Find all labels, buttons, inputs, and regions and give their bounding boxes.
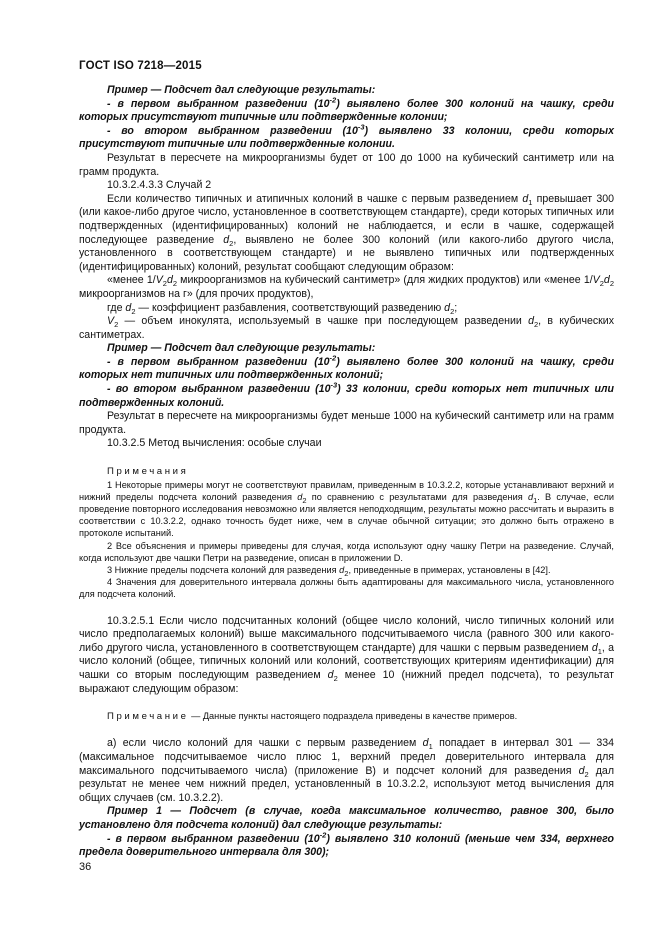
note-single: Примечание — Данные пункты настоящего подраздела приведены в качестве примеров.: [107, 711, 518, 723]
note-item: 1 Некоторые примеры могут не соответствуют правилам, приведенным в 10.3.2.2, которые устанавливают верхний и нижний пределы подсчета колоний разведения $d_2$ по сравнению с результатами для разведения $d_1$. В случае, если проведение повторного исследования невозможно или является неподходящим, результаты можно рассчитать и выразить в соответствии с 10.3.2.2, однако точность будет ниже, чем в случае обычной ситуации; это должно быть отражено в протоколе испытаний.: [79, 479, 614, 539]
example-heading: Пример — Подсчет дал следующие результаты:: [107, 342, 376, 355]
note-item: 3 Нижние пределы подсчета колоний для разведения $d_2$, приведенные в примерах, установлены в [42].: [107, 565, 551, 578]
notes-heading: Примечания: [107, 466, 189, 478]
example-line: - в первом выбранном разведении $(10^{-2})$ выявлено более 300 колоний на чашку, среди которых присутствуют типичные или подтвержденные колонии;: [79, 95, 614, 124]
body-paragraph: 10.3.2.5.1 Если число подсчитанных колоний (общее число колоний, число типичных колоний или число предполагаемых колоний) выше максимального подсчитываемого числа (равного 300 или какого-либо другого числа, установленного в соответствующем стандарте) для чашки с первым разведением $d_1$, а число колоний (общее, типичных колоний или колоний, соответствующих критериям идентификации) для чашки со вторым последующим разведением $d_2$ менее 10 (нижний предел подсчета), то результат выражают следующим образом:: [79, 614, 614, 695]
example-line: - во втором выбранном разведении $(10^{-3})$ 33 колонии, среди которых нет типичных или подтвержденных колоний.: [79, 380, 614, 409]
result-paragraph: Результат в пересчете на микроорганизмы будет меньше 1000 на кубический сантиметр или на грамм продукта.: [79, 410, 614, 436]
formula-paragraph: «менее $1/V_2d_2$ микроорганизмов на кубический сантиметр» (для жидких продуктов) или «менее $1/V_2d_2$ микроорганизмов на г» (для прочих продуктов),: [79, 274, 614, 300]
document-body: [79, 84, 614, 860]
result-paragraph: Результат в пересчете на микроорганизмы будет от 100 до 1000 на кубический сантиметр или на грамм продукта.: [79, 151, 614, 178]
note-item: 4 Значения для доверительного интервала должны быть адаптированы для максимального числа, установленного для подсчета колоний.: [79, 577, 614, 600]
example-line: - во втором выбранном разведении $(10^{-3})$ выявлено 33 колонии, среди которых присутствуют типичные или подтвержденные колонии.: [79, 122, 614, 151]
body-paragraph: Если количество типичных и атипичных колоний в чашке с первым разведением $d_1$ превышает 300 (или какое-либо другое число, установленное в соответствующем стандарте), среди которых типичных или подтвержденных (идентифицированных) колоний не наблюдается, и если в чашке, содержащей последующее разведение $d_2$, выявлено не более 300 колоний (или какого-либо другого числа, установленного в соответствующем стандарте) и не выявлено типичных или подтвержденных (идентифицированных) колоний, результат сообщают следующим образом:: [79, 192, 615, 273]
example-heading: Пример — Подсчет дал следующие результаты:: [107, 84, 376, 96]
note-item: 2 Все объяснения и примеры приведены для случая, когда используют одну чашку Петри на разведение. Случай, когда используют две чашки Петри на разведение, описан в приложении D.: [79, 540, 614, 563]
page-number: 36: [79, 861, 92, 873]
list-item-a: а) если число колоний для чашки с первым разведением $d_1$ попадает в интервал 301 — 334 (максимальное подсчитываемое число плюс 1, верхний предел доверительного интервала для максимального подсчитываемого числа) (приложение В) и подсчет колоний для разведения $d_2$ дал результат не менее чем нижний предел, установленный в 10.3.2.2, используют метод вычисления для общих случаев (см. 10.3.2.2).: [79, 737, 614, 804]
definition-paragraph: где $d_2$ — коэффициент разбавления, соответствующий разведению $d_2$;: [107, 301, 458, 316]
definition-paragraph: $V_2$ — объем инокулята, используемый в чашке при последующем разведении $d_2$, в кубических сантиметрах.: [79, 315, 614, 341]
example-heading: Пример 1 — Подсчет (в случае, когда максимальное количество, равное 300, было установлено для подсчета колоний) дал следующие результаты:: [79, 805, 614, 831]
example-line: - в первом выбранном разведении $(10^{-2})$ выявлено более 300 колоний на чашку, среди которых нет типичных или подтвержденных колоний;: [79, 353, 614, 382]
section-title: 10.3.2.5 Метод вычисления: особые случаи: [107, 437, 322, 450]
document-header: ГОСТ ISO 7218—2015: [79, 60, 202, 72]
section-title: 10.3.2.4.3.3 Случай 2: [107, 179, 212, 192]
example-line: - в первом выбранном разведении $(10^{-2})$ выявлено 310 колоний (меньше чем 334, верхнего предела доверительного интервала для 300);: [79, 830, 614, 859]
